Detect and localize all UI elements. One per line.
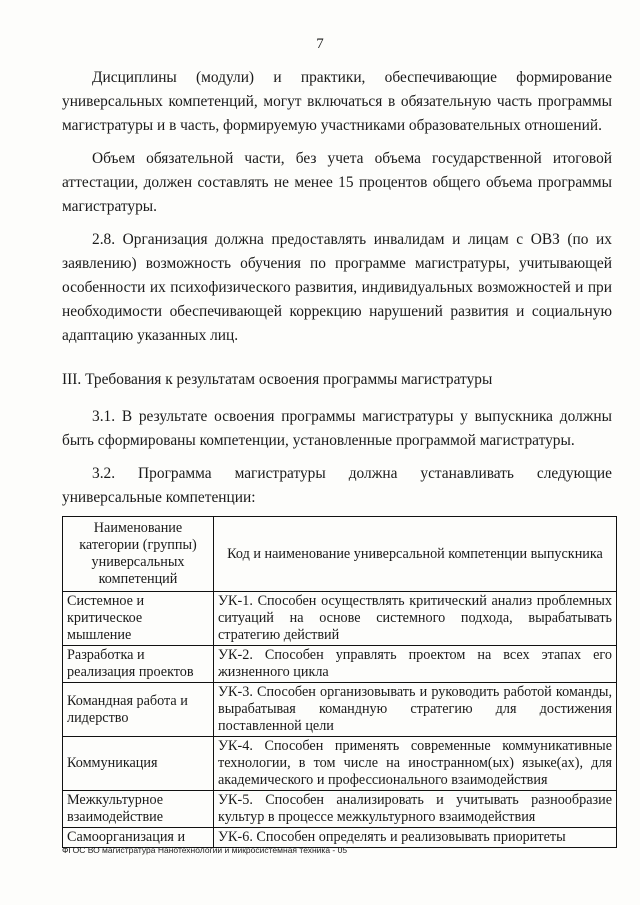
competency-cell: УК-1. Способен осуществлять критический анализ проблемных ситуаций на основе системного подхода, вырабатывать стратегию действий — [214, 592, 617, 646]
paragraph: 3.2. Программа магистратуры должна устанавливать следующие универсальные компетенции: — [62, 465, 612, 506]
category-cell: Командная работа и лидерство — [63, 683, 214, 737]
paragraph: 2.8. Организация должна предоставлять инвалидам и лицам с ОВЗ (по их заявлению) возможность обучения по программе магистратуры, учитывающей особенности их психофизического развития, индивидуальных возможностей и при необходимости обеспечивающей коррекцию нарушений развития и социальную адаптацию указанных лиц. — [62, 231, 612, 344]
competency-cell: УК-4. Способен применять современные коммуникативные технологии, в том числе на иностранном(ых) языке(ах), для академического и профессионального взаимодействия — [214, 737, 617, 791]
page-footer: ФГОС ВО магистратура Нанотехнологии и микросистемная техника - 05 — [62, 845, 348, 855]
section-heading: III. Требования к результатам освоения программы магистратуры — [62, 371, 493, 388]
paragraph: 3.1. В результате освоения программы магистратуры у выпускника должны быть сформированы компетенции, установленные программой магистратуры. — [62, 408, 612, 449]
category-cell: Системное и критическое мышление — [63, 592, 214, 646]
paragraph: Дисциплины (модули) и практики, обеспечивающие формирование универсальных компетенций, могут включаться в обязательную часть программы магистратуры и в часть, формируемую участниками образовательных отношений. — [62, 69, 612, 134]
header-code: Код и наименование универсальной компетенции выпускника — [214, 517, 617, 592]
category-cell: Коммуникация — [63, 737, 214, 791]
competency-cell: УК-3. Способен организовывать и руководить работой команды, вырабатывая командную стратегию для достижения поставленной цели — [214, 683, 617, 737]
competency-cell: УК-2. Способен управлять проектом на всех этапах его жизненного цикла — [214, 646, 617, 683]
header-category: Наименование категории (группы) универсальных компетенций — [63, 517, 214, 592]
table-row — [63, 683, 617, 737]
competency-cell: УК-6. Способен определять и реализовывать приоритеты — [214, 828, 617, 848]
table-row — [63, 646, 617, 683]
table-row — [63, 592, 617, 646]
category-cell: Самоорганизация и — [63, 828, 214, 848]
page-number: 7 — [316, 36, 324, 52]
paragraph: Объем обязательной части, без учета объема государственной итоговой аттестации, должен составлять не менее 15 процентов общего объема программы магистратуры. — [62, 150, 612, 215]
table-header-row — [63, 517, 617, 592]
category-cell: Межкультурное взаимодействие — [63, 791, 214, 828]
table-row — [63, 791, 617, 828]
competency-cell: УК-5. Способен анализировать и учитывать разнообразие культур в процессе межкультурного взаимодействия — [214, 791, 617, 828]
competencies-table — [62, 516, 617, 848]
category-cell: Разработка и реализация проектов — [63, 646, 214, 683]
body-text — [62, 66, 612, 514]
table-row — [63, 737, 617, 791]
